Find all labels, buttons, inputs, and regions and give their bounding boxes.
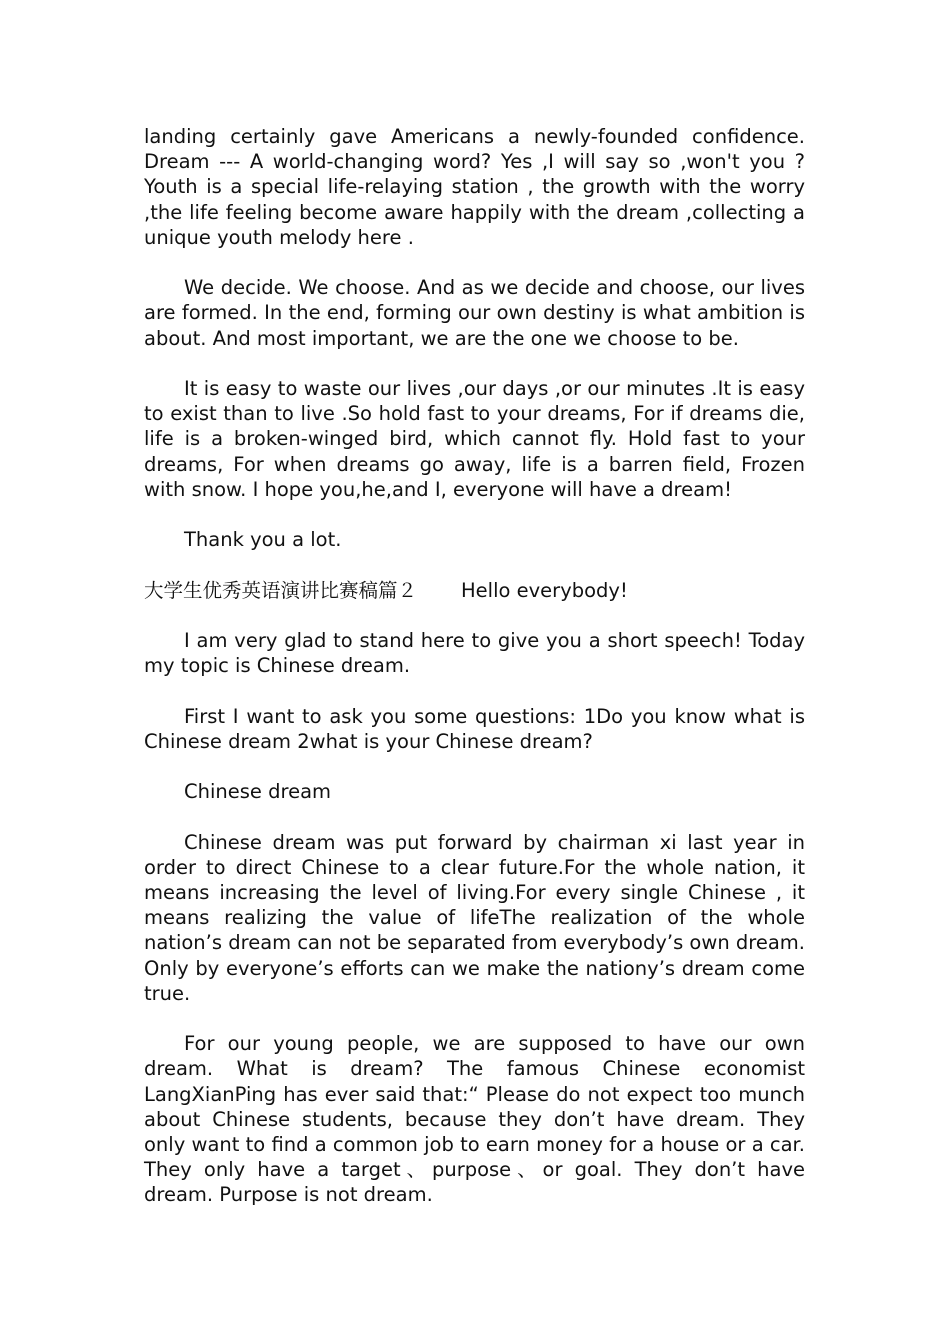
paragraph-young-people: For our young people, we are supposed to have our own dream. What is dream? The famous Chinese economist LangXianPing has ever said that:“ Please do not expect too munch about Chinese students, because they don’t have dream. They only want to find a common job to earn money for a house or a car. They only have a target、purpose、or goal. They don’t have dream. Purpose is not dream. [144,1032,805,1207]
document-body [144,124,805,1233]
paragraph-glad-to-stand: I am very glad to stand here to give you a short speech! Today my topic is Chinese dream. [144,628,805,678]
section-heading [144,578,805,603]
paragraph-questions: First I want to ask you some questions: 1Do you know what is Chinese dream 2what is your Chinese dream? [144,704,805,753]
paragraph-chinese-dream-body: Chinese dream was put forward by chairman xi last year in order to direct Chinese to a clear future.For the whole nation, it means increasing the level of living.For every single Chinese , it means realizing the value of lifeThe realization of the whole nation’s dream can not be separated from everybody’s own dream. Only by everyone’s efforts can we make the nationy’s dream come true. [144,830,805,1005]
paragraph-landing: landing certainly gave Americans a newly-founded confidence. Dream --- A world-changing word? Yes ,I will say so ,won't you ? Youth is a special life-relaying station , the growth with the worry ,the life feeling become aware happily with the dream ,collecting a unique youth melody here . [144,125,805,249]
paragraph-easy-to-waste: It is easy to waste our lives ,our days ,or our minutes .It is easy to exist than to live .So hold fast to your dreams, For if dreams die, life is a broken-winged bird, which cannot fly. Hold fast to your dreams, For when dreams go away, life is a barren field, Frozen with snow. I hope you,he,and I, everyone will have a dream! [144,377,805,501]
paragraph-chinese-dream-label: Chinese dream [184,780,332,804]
paragraph-thank-you: Thank you a lot. [184,528,342,552]
section-title: 大学生优秀英语演讲比赛稿篇２ [144,578,418,602]
section-greeting: Hello everybody! [461,578,628,602]
paragraph-we-decide: We decide. We choose. And as we decide and choose, our lives are formed. In the end, forming our own destiny is what ambition is about. And most important, we are the one we choose to be. [144,276,805,350]
